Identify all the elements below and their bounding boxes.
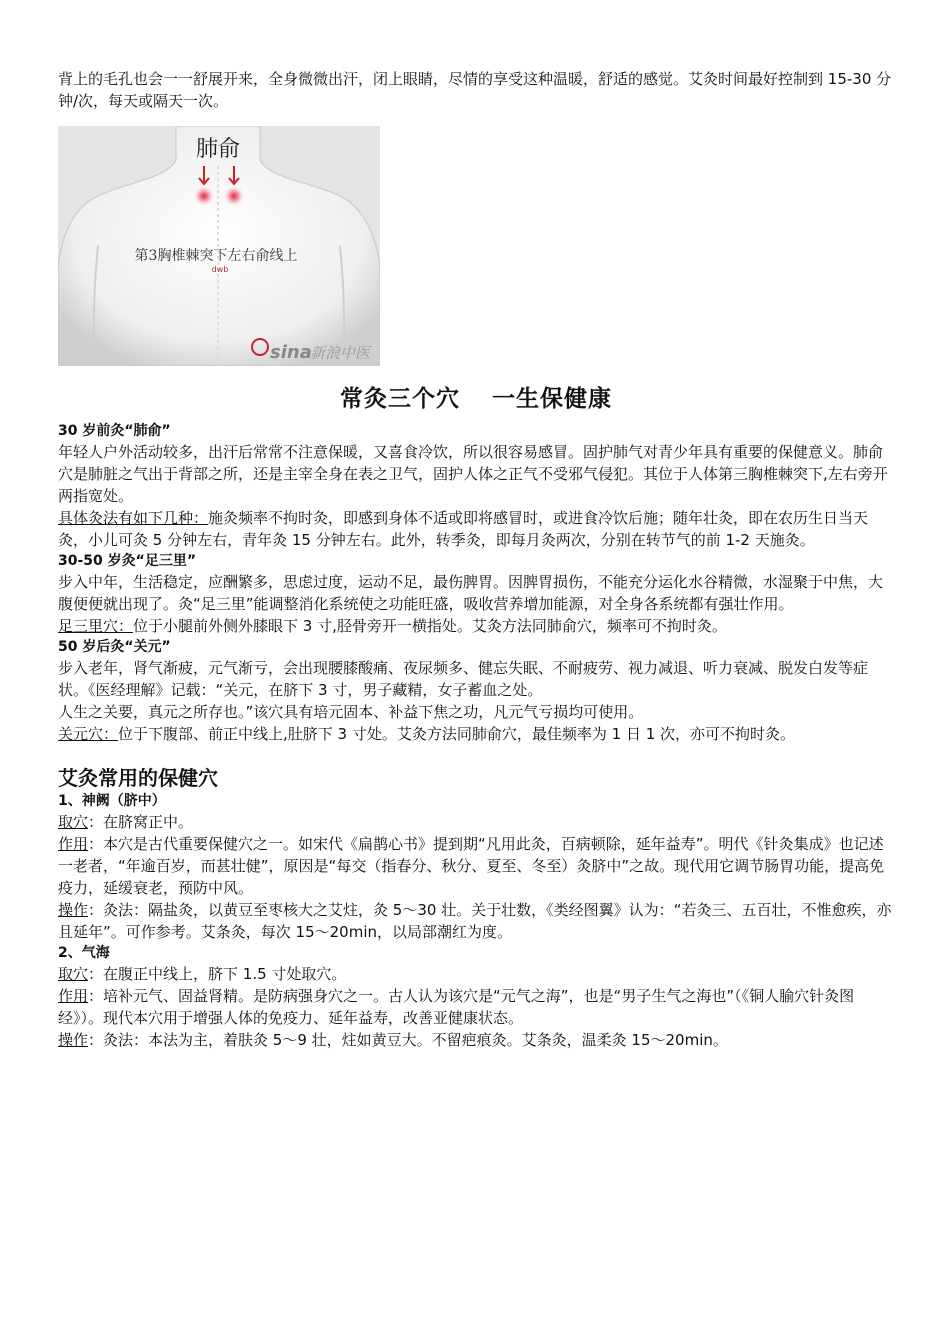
point-heading: 1、神阙（脐中） [58, 793, 166, 809]
age-text: 年轻人户外活动较多，出汗后常常不注意保暖，又喜食冷饮，所以很容易感冒。固护肺气对青少年具有重要的保健意义。肺俞穴是肺脏之气出于背部之所，还是主宰全身在表之卫气，固护人体之正气不受邪气侵犯。其位于人体第三胸椎棘突下,左右旁开两指宽处。 [58, 443, 888, 505]
age-heading: 30-50 岁灸“足三里” [58, 553, 197, 569]
method-paragraph [58, 507, 894, 551]
main-title-part1: 常灸三个穴 [340, 385, 460, 412]
acupoint-figure [58, 126, 380, 366]
point-section-2 [58, 943, 894, 1051]
method-label: 具体灸法有如下几种： [58, 509, 209, 527]
location-label: 取穴 [58, 813, 89, 831]
operation-text: ：灸法：隔盐灸，以黄豆至枣核大之艾炷，灸 5～30 壮。关于壮数，《类经图翼》认为：“若灸三、五百壮，不惟愈疾，亦且延年”。可作参考。艾条灸，每次 15～20min，以局部潮红为度。 [58, 901, 892, 941]
location-label: 取穴 [58, 965, 89, 983]
figure-mark: dwb [211, 265, 229, 274]
effect-text: ：本穴是古代重要保健穴之一。如宋代《扁鹊心书》提到期“凡用此灸，百病顿除，延年益寿”。明代《针灸集成》也记述一老者，“年逾百岁，而甚壮健”，原因是“每交（指春分、秋分、夏至、冬至）灸脐中”之故。现代用它调节肠胃功能，提高免疫力，延缓衰老，预防中风。 [58, 835, 885, 897]
back-illustration [58, 126, 380, 366]
method-text: 施灸频率不拘时灸，即感到身体不适或即将感冒时，或进食冷饮后施；随年壮灸，即在农历生日当天灸，小儿可灸 5 分钟左右，青年灸 15 分钟左右。此外，转季灸，即每月灸两次，分别在转节气的前 1-2 天施灸。 [58, 509, 869, 549]
effect-label: 作用 [58, 987, 89, 1005]
operation-paragraph [58, 899, 894, 943]
main-title [58, 380, 894, 413]
section-title: 艾灸常用的保健穴 [58, 766, 218, 790]
location-paragraph [58, 963, 894, 985]
right-acupoint-marker [223, 185, 245, 207]
effect-text: ：培补元气、固益肾精。是防病强身穴之一。古人认为该穴是“元气之海”，也是“男子生气之海也”（《铜人腧穴针灸图经》）。现代本穴用于增强人体的免疫力、延年益寿，改善亚健康状态。 [58, 987, 855, 1027]
effect-label: 作用 [58, 835, 89, 853]
age-text: 步入老年，肾气渐疲，元气渐亏，会出现腰膝酸痛、夜尿频多、健忘失眠、不耐疲劳、视力减退、听力衰减、脱发白发等症状。《医经理解》记载：“关元，在脐下 3 寸，男子藏精，女子蓄血之处。 [58, 659, 869, 699]
age-text: 步入中年，生活稳定，应酬繁多，思虑过度，运动不足，最伤脾胃。因脾胃损伤，不能充分运化水谷精微，水湿聚于中焦，大腹便便就出现了。灸“足三里”能调整消化系统使之功能旺盛，吸收营养增加能源，对全身各系统都有强壮作用。 [58, 573, 884, 613]
effect-paragraph [58, 985, 894, 1029]
age-heading: 50 岁后灸“关元” [58, 639, 171, 655]
location-paragraph [58, 811, 894, 833]
effect-paragraph [58, 833, 894, 899]
operation-label: 操作 [58, 1031, 89, 1049]
document-page [58, 68, 894, 1051]
location-text: ：在腹正中线上，脐下 1.5 寸处取穴。 [88, 965, 347, 983]
method-label: 关元穴： [58, 725, 119, 743]
age-section-2 [58, 551, 894, 637]
operation-paragraph [58, 1029, 894, 1051]
intro-paragraph: 背上的毛孔也会一一舒展开来，全身微微出汗，闭上眼睛，尽情的享受这种温暖，舒适的感觉。艾灸时间最好控制到 15-30 分钟/次，每天或隔天一次。 [58, 70, 892, 110]
svg-text:新浪中医: 新浪中医 [310, 344, 371, 362]
operation-text: ：灸法：本法为主，着肤灸 5～9 壮，炷如黄豆大。不留疤痕灸。艾条灸，温柔灸 15～20min。 [88, 1031, 728, 1049]
point-section-1 [58, 791, 894, 943]
method-paragraph [58, 723, 894, 745]
svg-text:sina: sina [270, 342, 312, 363]
left-acupoint-marker [193, 185, 215, 207]
location-text: ：在脐窝正中。 [88, 813, 194, 831]
method-paragraph [58, 615, 894, 637]
method-text: 位于小腿前外侧外膝眼下 3 寸,胫骨旁开一横指处。艾灸方法同肺俞穴，频率可不拘时灸。 [133, 617, 727, 635]
main-title-part2: 一生保健康 [492, 385, 612, 412]
age-section-3 [58, 637, 894, 745]
point-heading: 2、气海 [58, 945, 110, 961]
method-label: 足三里穴： [58, 617, 134, 635]
method-text: 位于下腹部、前正中线上,肚脐下 3 寸处。艾灸方法同肺俞穴，最佳频率为 1 日 1 次，亦可不拘时灸。 [118, 725, 796, 743]
age-heading: 30 岁前灸“肺俞” [58, 423, 171, 439]
age-section-1 [58, 421, 894, 551]
acupoint-label: 肺俞 [195, 137, 241, 162]
operation-label: 操作 [58, 901, 89, 919]
figure-caption: 第3胸椎棘突下左右俞线上 [134, 248, 298, 264]
age-text-continued: 人生之关要，真元之所存也。”该穴具有培元固本、补益下焦之功，凡元气亏损均可使用。 [58, 703, 644, 721]
